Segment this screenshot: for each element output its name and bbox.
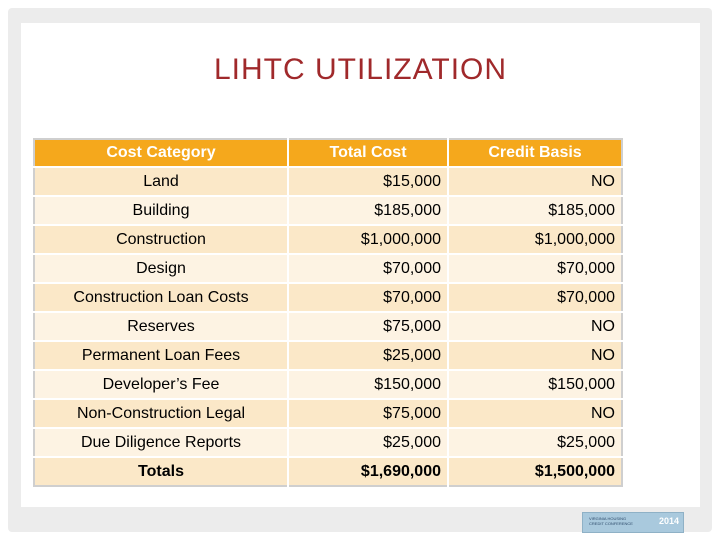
logo-text: VIRGINIA HOUSING CREDIT CONFERENCE: [589, 516, 633, 526]
total-cost-cell: $75,000: [288, 399, 448, 428]
header-total-cost: Total Cost: [288, 139, 448, 167]
cost-category-cell: Design: [34, 254, 288, 283]
cost-category-cell: Construction: [34, 225, 288, 254]
table-row: [34, 312, 622, 341]
table-row: [34, 341, 622, 370]
table-row: [34, 370, 622, 399]
credit-basis-cell: NO: [448, 341, 622, 370]
header-cost-category: Cost Category: [34, 139, 288, 167]
cost-category-cell: Construction Loan Costs: [34, 283, 288, 312]
table-row: [34, 254, 622, 283]
cost-table: [33, 138, 623, 487]
credit-basis-cell: $25,000: [448, 428, 622, 457]
total-cost-cell: $25,000: [288, 341, 448, 370]
total-cost-cell: $150,000: [288, 370, 448, 399]
conference-logo: [582, 512, 684, 533]
credit-basis-cell: $70,000: [448, 254, 622, 283]
total-cost-cell: $185,000: [288, 196, 448, 225]
total-cost-cell: $15,000: [288, 167, 448, 196]
cost-category-cell: Reserves: [34, 312, 288, 341]
total-cost-cell: $70,000: [288, 254, 448, 283]
totals-row: [34, 457, 622, 486]
table-row: [34, 283, 622, 312]
total-cost-cell: $25,000: [288, 428, 448, 457]
total-cost-cell: $1,000,000: [288, 225, 448, 254]
credit-basis-cell: $70,000: [448, 283, 622, 312]
total-cost-cell: $75,000: [288, 312, 448, 341]
credit-basis-cell: NO: [448, 399, 622, 428]
table-row: [34, 196, 622, 225]
credit-basis-cell: NO: [448, 167, 622, 196]
table-row: [34, 399, 622, 428]
logo-year: 2014: [658, 516, 679, 526]
table-header-row: [34, 139, 622, 167]
table-row: [34, 428, 622, 457]
totals-label: Totals: [34, 457, 288, 486]
cost-category-cell: Due Diligence Reports: [34, 428, 288, 457]
total-cost-cell: $70,000: [288, 283, 448, 312]
cost-category-cell: Land: [34, 167, 288, 196]
totals-credit-basis: $1,500,000: [448, 457, 622, 486]
header-credit-basis: Credit Basis: [448, 139, 622, 167]
credit-basis-cell: $150,000: [448, 370, 622, 399]
slide-title: LIHTC UTILIZATION: [213, 53, 508, 86]
cost-category-cell: Permanent Loan Fees: [34, 341, 288, 370]
title-panel: [21, 23, 700, 127]
credit-basis-cell: $185,000: [448, 196, 622, 225]
totals-total-cost: $1,690,000: [288, 457, 448, 486]
cost-category-cell: Building: [34, 196, 288, 225]
credit-basis-cell: $1,000,000: [448, 225, 622, 254]
table-row: [34, 225, 622, 254]
cost-category-cell: Developer’s Fee: [34, 370, 288, 399]
table-row: [34, 167, 622, 196]
cost-category-cell: Non-Construction Legal: [34, 399, 288, 428]
credit-basis-cell: NO: [448, 312, 622, 341]
